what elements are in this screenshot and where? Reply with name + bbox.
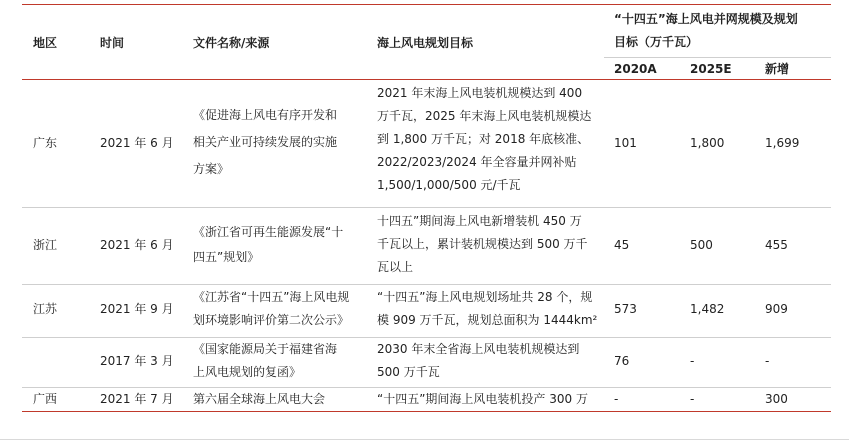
- table-row-target: [377, 390, 588, 409]
- table-row-time: 2021 年 6 月: [100, 136, 174, 150]
- table-row-region: 江苏: [33, 302, 58, 316]
- table-bottom-rule: [22, 411, 831, 412]
- table-row-2025: -: [690, 392, 695, 406]
- table-row-document: [193, 223, 343, 267]
- target-line: 2022/2023/2024 年全容量并网补贴: [377, 155, 577, 169]
- table-row-region: 广东: [33, 136, 58, 150]
- header-group-line2: 目标（万千瓦）: [614, 35, 699, 49]
- table-row-time: 2021 年 7 月: [100, 392, 174, 406]
- target-line: 2030 年末全省海上风电装机规模达到: [377, 342, 580, 356]
- document-line: 方案》: [193, 162, 230, 176]
- target-line: 千瓦以上，累计装机规模达到 500 万千: [377, 237, 588, 251]
- table-row-2020: 573: [614, 302, 637, 316]
- table-row-document: [193, 340, 337, 382]
- document-line: 《国家能源局关于福建省海: [193, 342, 338, 356]
- document-line: 《江苏省“十四五”海上风电规: [193, 290, 350, 304]
- table-row-document: [193, 288, 349, 330]
- page-footer-rule: [0, 439, 849, 440]
- table-row-2020: 45: [614, 238, 630, 252]
- target-line: 万千瓦，2025 年末海上风电装机规模达: [377, 109, 592, 123]
- table-row-target: [377, 288, 597, 330]
- document-line: 相关产业可持续发展的实施: [193, 135, 338, 149]
- row-divider: [22, 337, 831, 338]
- table-row-2025: 1,482: [690, 302, 725, 316]
- table-row-region: 浙江: [33, 238, 58, 252]
- target-line: 十四五”期间海上风电新增装机 450 万: [377, 214, 582, 228]
- header-2025: 2025E: [690, 62, 732, 76]
- table-row-target: [377, 212, 588, 277]
- document-line: 《浙江省可再生能源发展“十: [193, 225, 344, 239]
- document-line: 上风电规划的复函》: [193, 365, 302, 379]
- document-line: 《促进海上风电有序开发和: [193, 108, 338, 122]
- table-row-2020: 76: [614, 354, 630, 368]
- table-row-new: 455: [765, 238, 788, 252]
- target-line: 瓦以上: [377, 260, 414, 274]
- table-row-new: 909: [765, 302, 788, 316]
- target-line: 2021 年末海上风电装机规模达到 400: [377, 86, 583, 100]
- table-row-new: -: [765, 354, 770, 368]
- table-row-new: 300: [765, 392, 788, 406]
- row-divider: [22, 284, 831, 285]
- target-line: 500 万千瓦: [377, 365, 440, 379]
- header-time: 时间: [100, 36, 125, 50]
- target-line: 模 909 万千瓦，规划总面积为 1444km²: [377, 313, 598, 327]
- table-row-document: [193, 106, 337, 179]
- table-row-time: 2017 年 3 月: [100, 354, 174, 368]
- table-row-2020: -: [614, 392, 619, 406]
- table-row-2020: 101: [614, 136, 637, 150]
- table-row-2025: -: [690, 354, 695, 368]
- target-line: “十四五”期间海上风电装机投产 300 万: [377, 392, 588, 406]
- table-row-target: [377, 84, 591, 195]
- header-bottom-rule: [22, 79, 831, 80]
- document-line: 四五”规划》: [193, 250, 260, 264]
- header-group-line1: “十四五”海上风电并网规模及规划: [614, 12, 798, 26]
- target-line: “十四五”海上风电规划场址共 28 个，规: [377, 290, 593, 304]
- header-target: 海上风电规划目标: [377, 36, 474, 50]
- table-row-new: 1,699: [765, 136, 800, 150]
- table-row-2025: 500: [690, 238, 713, 252]
- document-line: 划环境影响评价第二次公示》: [193, 313, 350, 327]
- table-row-region: 广西: [33, 392, 58, 406]
- header-new: 新增: [765, 62, 790, 76]
- table-row-document: [193, 390, 325, 409]
- group-header-rule: [604, 57, 831, 58]
- table-row-time: 2021 年 9 月: [100, 302, 174, 316]
- header-2020: 2020A: [614, 62, 657, 76]
- table-row-time: 2021 年 6 月: [100, 238, 174, 252]
- target-line: 1,500/1,000/500 元/千瓦: [377, 178, 521, 192]
- row-divider: [22, 387, 831, 388]
- header-document: 文件名称/来源: [193, 36, 270, 50]
- header-region: 地区: [33, 36, 58, 50]
- row-divider: [22, 207, 831, 208]
- table-top-rule: [22, 4, 831, 5]
- document-line: 第六届全球海上风电大会: [193, 392, 326, 406]
- table-row-2025: 1,800: [690, 136, 725, 150]
- table-row-target: [377, 340, 579, 382]
- target-line: 到 1,800 万千瓦；对 2018 年底核准、: [377, 132, 590, 146]
